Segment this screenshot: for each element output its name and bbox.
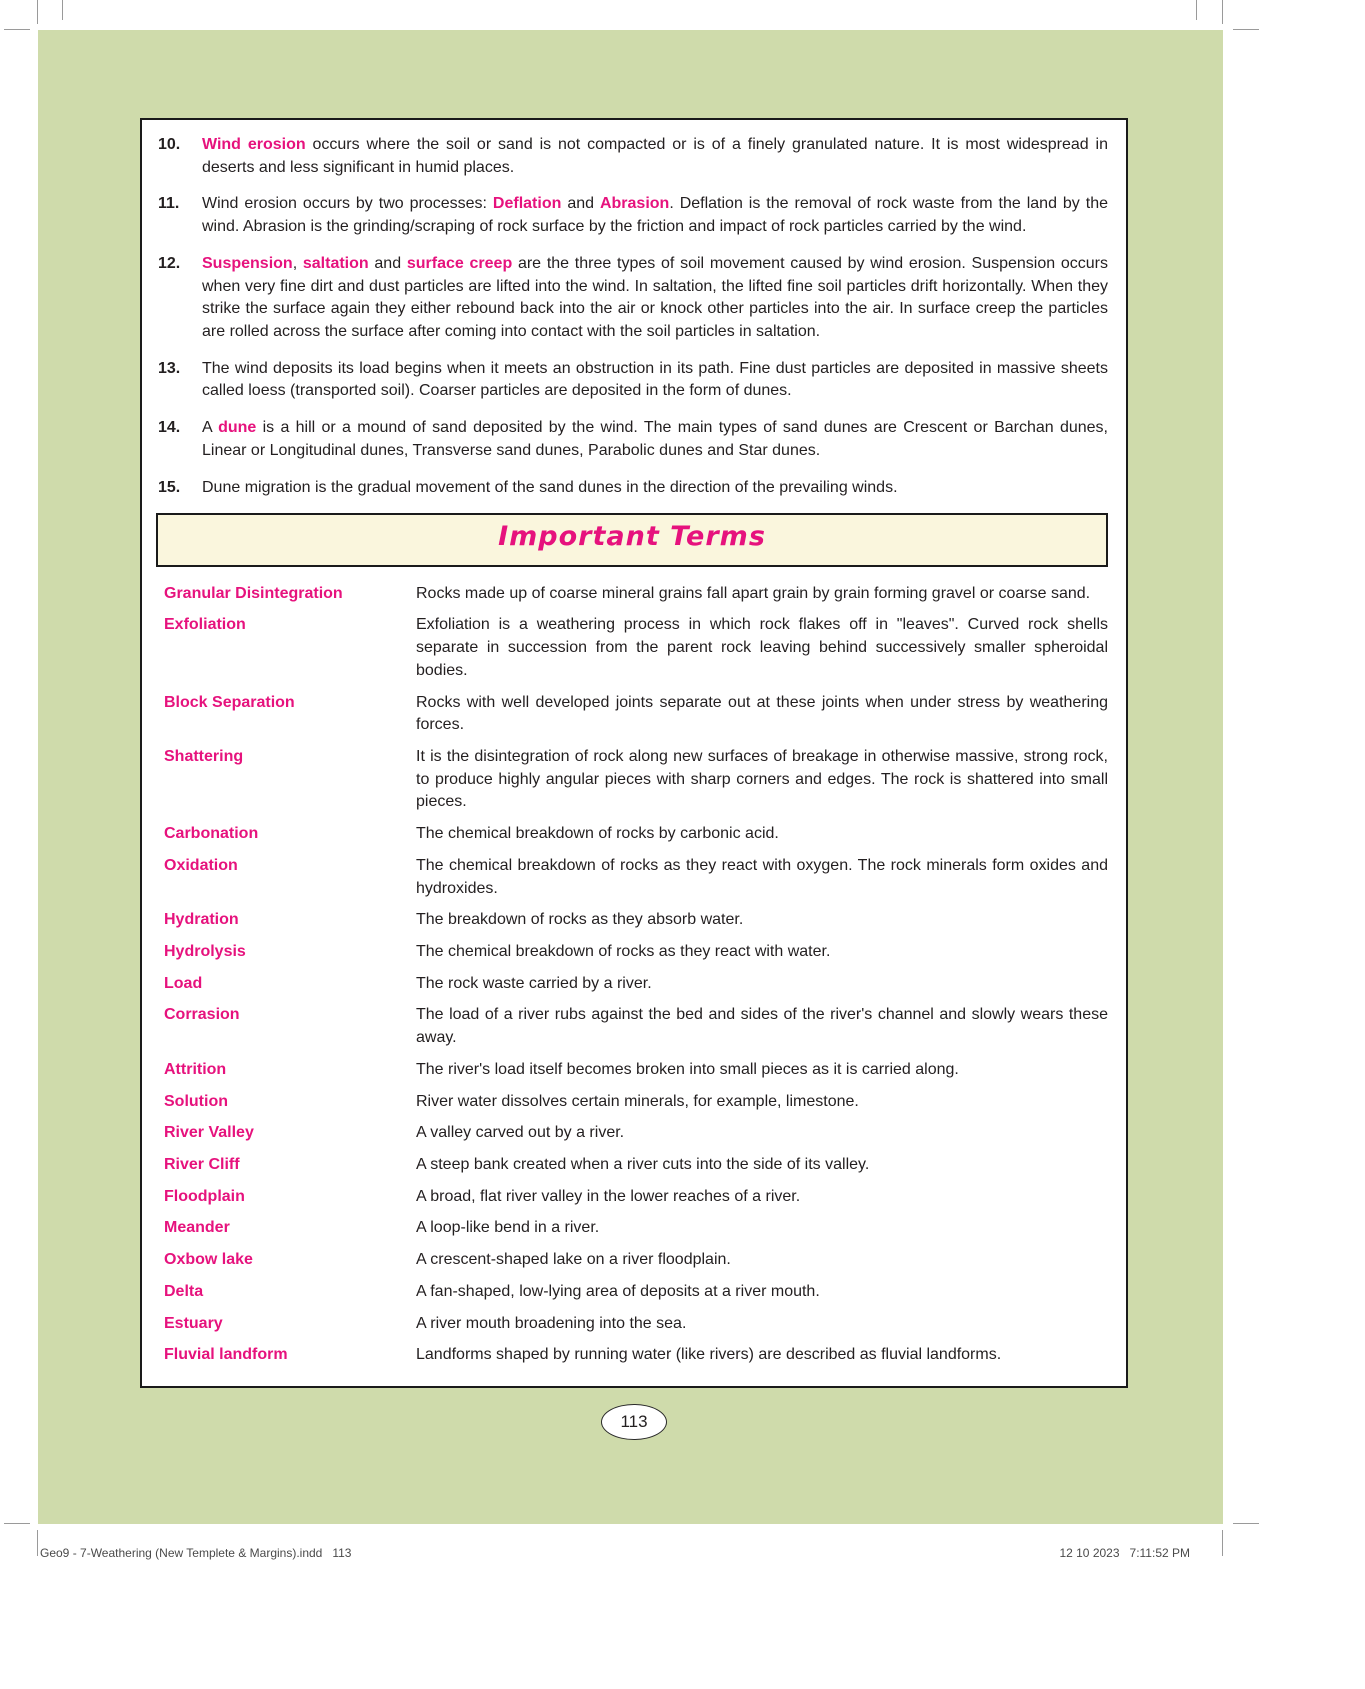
term-row: [156, 823, 1108, 846]
page-number-badge: [601, 1404, 667, 1440]
numbered-point: [156, 477, 1108, 500]
term-row: [156, 1122, 1108, 1145]
text-segment: ,: [292, 254, 303, 272]
crop-mark: [37, 1530, 38, 1556]
term-definition: Rocks made up of coarse mineral grains fall apart grain by grain forming gravel or coarse sand.: [416, 584, 1091, 602]
term-name: Load: [164, 974, 203, 992]
text-segment: . Deflation is the removal of rock waste from the land by the wind. Abrasion is the grinding/scraping of rock surface by the friction and impact of rock particles carried by the wind.: [202, 195, 1108, 236]
footer-right: 12 10 2023 7:11:52 PM: [1059, 1546, 1190, 1560]
term-definition: A loop-like bend in a river.: [416, 1219, 600, 1237]
point-number: 13.: [158, 359, 181, 377]
term-name: Oxidation: [164, 856, 238, 874]
term-row: [156, 1091, 1108, 1114]
text-segment: Dune migration is the gradual movement of the sand dunes in the direction of the prevailing winds.: [202, 478, 898, 496]
point-number: 14.: [158, 419, 181, 437]
term-definition: A valley carved out by a river.: [416, 1124, 625, 1142]
point-text: [202, 134, 1108, 179]
term-definition: The breakdown of rocks as they absorb water.: [416, 911, 744, 929]
term-name: Shattering: [164, 747, 244, 765]
crop-mark: [1222, 0, 1223, 24]
numbered-point: [156, 358, 1108, 403]
term-row: [156, 1154, 1108, 1177]
text-segment: Wind erosion occurs by two processes:: [202, 195, 493, 213]
terms-list: [156, 583, 1108, 1367]
numbered-point: [156, 193, 1108, 238]
term-name: Estuary: [164, 1314, 223, 1332]
term-row: [156, 1249, 1108, 1272]
term-name: Carbonation: [164, 825, 259, 843]
crop-mark: [1196, 0, 1197, 20]
text-segment: and: [561, 195, 600, 213]
point-number: 10.: [158, 136, 181, 153]
term-name: Corrasion: [164, 1006, 240, 1024]
keyword-highlight: surface creep: [406, 254, 513, 272]
term-row: [156, 1059, 1108, 1082]
keyword-highlight: dune: [218, 419, 257, 437]
crop-mark: [1222, 1530, 1223, 1556]
term-name: Block Separation: [164, 693, 295, 711]
text-segment: are the three types of soil movement caused by wind erosion. Suspension occurs when very fine dirt and dust particles are lifted into the wind. In saltation, the lifted fine soil particles drift horizontally. When they strike the surface again they either rebound back into the air or knock other particles into the air. In surface creep the particles are rolled across the surface after coming into contact with the soil particles in saltation.: [202, 254, 1109, 341]
point-text: [202, 193, 1108, 238]
term-row: [156, 909, 1108, 932]
point-text: [202, 477, 1108, 500]
text-segment: and: [368, 254, 407, 272]
term-name: Meander: [164, 1219, 230, 1237]
crop-mark: [4, 1523, 30, 1524]
numbered-point: [156, 417, 1108, 462]
term-row: [156, 1281, 1108, 1304]
term-name: Attrition: [164, 1060, 227, 1078]
term-row: [156, 1186, 1108, 1209]
important-terms-header: [156, 513, 1108, 566]
keyword-highlight: Deflation: [492, 195, 562, 213]
term-definition: Landforms shaped by running water (like rivers) are described as fluvial landforms.: [416, 1346, 1002, 1364]
crop-mark: [4, 29, 30, 30]
text-segment: is a hill or a mound of sand deposited by the wind. The main types of sand dunes are Crescent or Barchan dunes, Linear or Longitudinal dunes, Transverse sand dunes, Parabolic dunes and Star dunes.: [202, 419, 1108, 459]
point-number: 15.: [158, 478, 181, 496]
text-segment: A: [202, 419, 219, 437]
point-text: [202, 358, 1108, 403]
keyword-highlight: Abrasion: [599, 195, 670, 213]
term-row: [156, 1313, 1108, 1336]
term-definition: The river's load itself becomes broken into small pieces as it is carried along.: [416, 1060, 959, 1078]
term-row: [156, 973, 1108, 996]
term-definition: The chemical breakdown of rocks as they react with oxygen. The rock minerals form oxides and hydroxides.: [416, 856, 1108, 897]
term-name: Hydrolysis: [164, 943, 246, 961]
term-row: [156, 1344, 1108, 1367]
term-name: Exfoliation: [164, 616, 246, 634]
term-name: Hydration: [164, 911, 239, 929]
crop-mark: [37, 0, 38, 24]
term-definition: It is the disintegration of rock along new surfaces of breakage in otherwise massive, strong rock, to produce highly angular pieces with sharp corners and edges. The rock is shattered into small pieces.: [416, 747, 1108, 811]
term-row: [156, 692, 1108, 737]
term-name: Solution: [164, 1092, 228, 1110]
footer-left: Geo9 - 7-Weathering (New Templete & Margins).indd 113: [40, 1546, 352, 1560]
point-number: 11.: [158, 195, 180, 213]
term-definition: The chemical breakdown of rocks by carbonic acid.: [416, 825, 779, 843]
text-segment: occurs where the soil or sand is not compacted or is of a finely granulated nature. It is most widespread in deserts and less significant in humid places.: [202, 136, 1109, 176]
term-name: River Cliff: [164, 1156, 240, 1174]
page-number: 113: [620, 1412, 648, 1432]
point-number: 12.: [158, 254, 181, 272]
points-list: [156, 134, 1108, 499]
term-row: [156, 1217, 1108, 1240]
keyword-highlight: Suspension: [202, 254, 293, 272]
term-definition: A crescent-shaped lake on a river floodplain.: [416, 1251, 731, 1269]
slug-footer: [40, 1546, 1190, 1560]
term-name: Delta: [164, 1282, 204, 1300]
page-number-wrap: [140, 1404, 1128, 1440]
term-definition: A broad, flat river valley in the lower reaches of a river.: [416, 1187, 801, 1205]
term-row: [156, 1004, 1108, 1049]
keyword-highlight: saltation: [302, 254, 369, 272]
point-text: [202, 253, 1108, 344]
important-terms-title: Important Terms: [498, 521, 766, 553]
term-definition: Exfoliation is a weathering process in which rock flakes off in "leaves". Curved rock shells separate in succession from the parent rock leaving behind successively smaller spheroidal bodies.: [416, 616, 1108, 679]
term-row: [156, 583, 1108, 606]
crop-mark: [1233, 1523, 1259, 1524]
term-name: Oxbow lake: [164, 1251, 253, 1269]
term-definition: The rock waste carried by a river.: [416, 974, 652, 992]
point-text: [202, 417, 1108, 462]
term-definition: A river mouth broadening into the sea.: [416, 1314, 687, 1332]
term-definition: A fan-shaped, low-lying area of deposits at a river mouth.: [416, 1282, 820, 1300]
term-name: Floodplain: [164, 1187, 245, 1205]
term-definition: The chemical breakdown of rocks as they react with water.: [416, 943, 831, 961]
term-row: [156, 614, 1108, 682]
term-name: River Valley: [164, 1124, 254, 1142]
book-page: [38, 30, 1223, 1524]
numbered-point: [156, 134, 1108, 179]
term-definition: River water dissolves certain minerals, for example, limestone.: [416, 1092, 859, 1110]
crop-mark: [1233, 29, 1259, 30]
keyword-highlight: Wind erosion: [202, 136, 306, 153]
term-definition: A steep bank created when a river cuts into the side of its valley.: [416, 1156, 870, 1174]
term-name: Granular Disintegration: [164, 584, 343, 602]
term-definition: The load of a river rubs against the bed and sides of the river's channel and slowly wears these away.: [416, 1006, 1108, 1047]
term-row: [156, 855, 1108, 900]
content-box: [140, 118, 1128, 1388]
crop-mark: [62, 0, 63, 20]
term-row: [156, 746, 1108, 814]
term-definition: Rocks with well developed joints separate out at these joints when under stress by weathering forces.: [416, 693, 1108, 734]
numbered-point: [156, 253, 1108, 344]
term-name: Fluvial landform: [164, 1346, 288, 1364]
term-row: [156, 941, 1108, 964]
text-segment: The wind deposits its load begins when it meets an obstruction in its path. Fine dust particles are deposited in massive sheets called loess (transported soil). Coarser particles are deposited in the form of dunes.: [202, 359, 1108, 400]
